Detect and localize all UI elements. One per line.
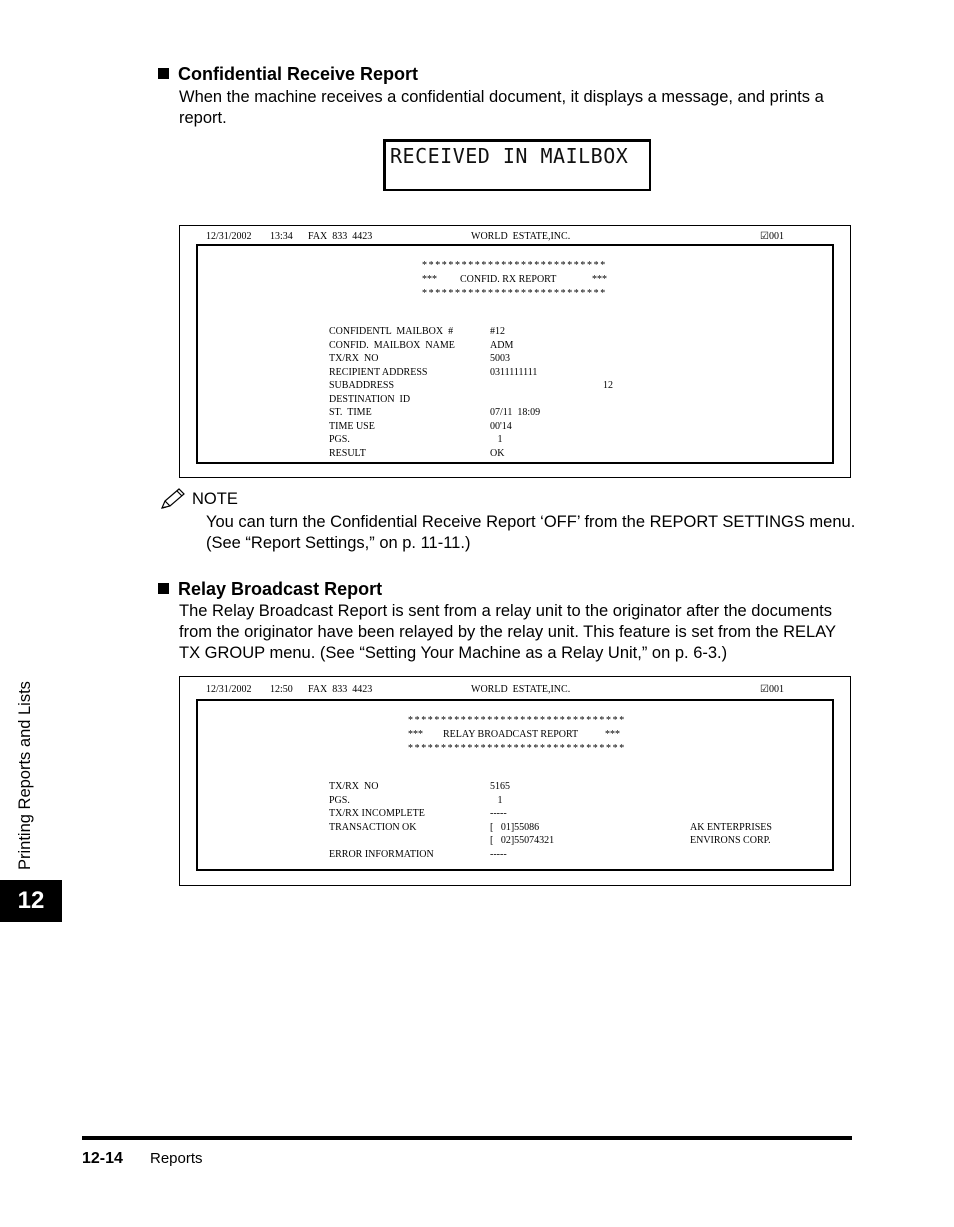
report-body (196, 244, 834, 464)
section-body: When the machine receives a confidential document, it displays a message, and prints a report. (179, 88, 824, 127)
page-checkbox-icon: ☑ (760, 231, 769, 242)
report-title: CONFID. RX REPORT (460, 274, 557, 285)
report-date: 12/31/2002 (206, 684, 252, 695)
stars-bottom: ********************************* (408, 743, 626, 754)
report-fax: FAX 833 4423 (308, 684, 373, 695)
star-mark-right: *** (605, 729, 620, 740)
section-heading-confidential (158, 64, 418, 85)
row-value: ADM (490, 339, 514, 351)
row-value: 5165 (490, 781, 510, 792)
row-value: 00'14 (490, 420, 512, 432)
row-label: RECIPIENT ADDRESS (329, 366, 428, 378)
row-label: CONFIDENTL MAILBOX # (329, 326, 454, 337)
row-label: TIME USE (329, 420, 375, 432)
row-extra: ENVIRONS CORP. (690, 835, 771, 846)
section-heading-relay (158, 579, 382, 600)
section2-line-1: The Relay Broadcast Report is sent from a relay unit to the originator after the documents (179, 602, 832, 620)
row-label: TX/RX INCOMPLETE (329, 808, 425, 819)
row-value: ----- (490, 848, 507, 860)
footer-rule (82, 1136, 852, 1140)
row-value: 0311111111 (490, 366, 538, 378)
row-extra: AK ENTERPRISES (690, 821, 772, 833)
section-title: Relay Broadcast Report (178, 579, 383, 599)
note-line-1: You can turn the Confidential Receive Report ‘OFF’ from the REPORT SETTINGS menu. (206, 513, 856, 531)
section2-line-3: TX GROUP menu. (See “Setting Your Machine as a Relay Unit,” on p. 6-3.) (179, 644, 728, 662)
star-mark-left: *** (408, 729, 423, 740)
row-extra: 12 (603, 380, 613, 391)
row-value: 5003 (490, 353, 510, 364)
report-time: 12:50 (270, 684, 293, 695)
row-label: SUBADDRESS (329, 380, 395, 391)
report-body (196, 699, 834, 871)
section-title: Confidential Receive Report (178, 64, 419, 84)
square-bullet-icon (158, 583, 169, 594)
row-value: [ 02]55074321 (490, 835, 555, 846)
row-value: OK (490, 447, 505, 459)
pencil-icon (159, 487, 187, 516)
report-page: ☑001 (760, 231, 784, 242)
chapter-title: Printing Reports and Lists (16, 681, 34, 870)
row-label: TX/RX NO (329, 353, 379, 364)
row-value: 1 (490, 794, 503, 806)
display-message: RECEIVED IN MAILBOX (390, 144, 629, 168)
row-label: PGS. (329, 794, 350, 806)
confid-rx-report (179, 225, 851, 478)
row-label: DESTINATION ID (329, 393, 411, 405)
chapter-number-tab: 12 (0, 880, 62, 922)
row-value: [ 01]55086 (490, 821, 540, 833)
square-bullet-icon (158, 68, 169, 79)
row-label: ERROR INFORMATION (329, 848, 434, 860)
row-value: 1 (490, 434, 503, 445)
page-checkbox-icon: ☑ (760, 684, 769, 695)
page-number: 12-14 (82, 1150, 123, 1167)
stars-top: ********************************* (408, 715, 626, 726)
row-value: ----- (490, 808, 507, 819)
footer-section: Reports (150, 1150, 203, 1167)
row-value: #12 (490, 326, 505, 337)
report-time: 13:34 (270, 231, 293, 242)
note-line-2: (See “Report Settings,” on p. 11-11.) (206, 534, 471, 552)
note-heading: NOTE (192, 490, 238, 508)
report-company: WORLD ESTATE,INC. (471, 231, 571, 242)
row-label: ST. TIME (329, 407, 372, 418)
lcd-display (383, 139, 651, 191)
report-title: RELAY BROADCAST REPORT (443, 729, 579, 740)
row-label: RESULT (329, 447, 366, 459)
relay-broadcast-report (179, 676, 851, 886)
section2-line-2: from the originator have been relayed by the relay unit. This feature is set from the RELAY (179, 623, 836, 641)
stars-top: **************************** (422, 260, 607, 271)
report-fax: FAX 833 4423 (308, 231, 373, 242)
row-value: 07/11 18:09 (490, 407, 541, 418)
row-label: CONFID. MAILBOX NAME (329, 339, 455, 351)
row-label: TRANSACTION OK (329, 821, 417, 833)
star-mark-right: *** (592, 274, 607, 285)
star-mark-left: *** (422, 274, 437, 285)
report-page: ☑001 (760, 684, 784, 695)
report-date: 12/31/2002 (206, 231, 252, 242)
row-label: PGS. (329, 434, 350, 445)
row-label: TX/RX NO (329, 781, 379, 792)
stars-bottom: **************************** (422, 288, 607, 299)
report-company: WORLD ESTATE,INC. (471, 684, 571, 695)
